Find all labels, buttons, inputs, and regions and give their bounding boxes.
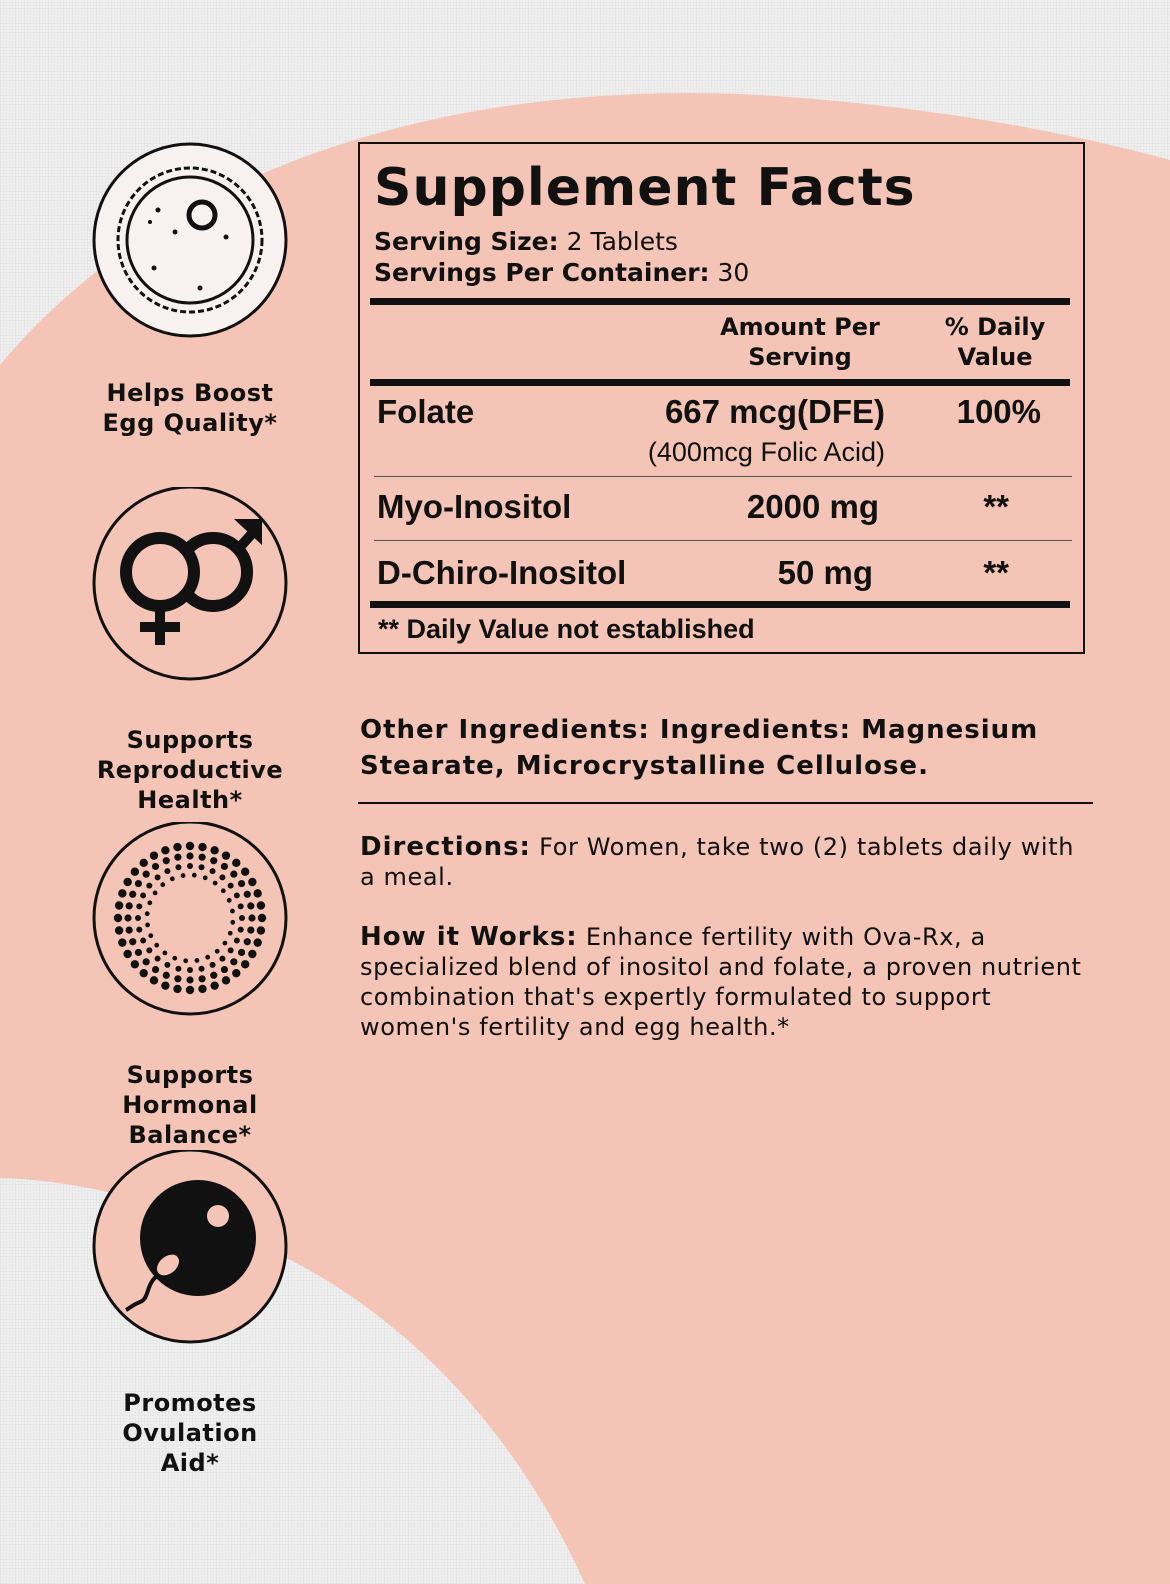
dot — [126, 902, 133, 909]
dot — [150, 976, 158, 984]
dot — [199, 975, 206, 982]
dot — [140, 892, 146, 898]
dot — [129, 891, 136, 898]
dot — [131, 960, 139, 968]
dot — [186, 842, 194, 850]
dot — [124, 914, 131, 921]
dot — [223, 941, 228, 946]
dot — [248, 878, 256, 886]
dot — [114, 914, 122, 922]
ingredient-name: D-Chiro-Inositol — [377, 554, 627, 591]
dot — [153, 890, 158, 895]
dot — [155, 956, 161, 962]
dot — [145, 911, 150, 916]
dot — [230, 920, 235, 925]
dot — [199, 864, 205, 870]
column-amount-header: Amount Per Serving — [720, 313, 880, 371]
dot — [161, 846, 169, 854]
how-it-works — [360, 922, 1090, 1042]
dot — [175, 864, 181, 870]
dot — [135, 915, 141, 921]
dot — [164, 868, 170, 874]
dot — [248, 950, 256, 958]
dot — [241, 960, 249, 968]
gender-symbols-icon — [90, 487, 290, 687]
dot — [219, 874, 225, 880]
ingredient-amount: 667 mcg(DFE) — [664, 393, 885, 430]
rule-thick — [370, 601, 1070, 608]
rule-thin — [374, 540, 1072, 541]
dot — [199, 966, 205, 972]
ingredient-dv: ** — [983, 554, 1009, 591]
servings-label: Servings Per Container: — [374, 258, 710, 287]
dot — [170, 876, 175, 881]
ingredient-name: Folate — [377, 393, 475, 430]
dot — [140, 859, 148, 867]
dot — [161, 981, 169, 989]
dot — [152, 966, 159, 973]
rule-thick — [370, 298, 1070, 305]
dot — [187, 863, 193, 869]
facts-title: Supplement Facts — [374, 158, 916, 218]
egg-cell-icon — [90, 140, 290, 340]
dot — [172, 956, 177, 961]
dot — [221, 966, 228, 973]
dot — [239, 915, 245, 921]
dot — [174, 975, 181, 982]
dot — [186, 976, 193, 983]
ingredient-name: Myo-Inositol — [377, 488, 572, 525]
dot — [203, 875, 208, 880]
dot — [247, 927, 254, 934]
dot — [129, 938, 136, 945]
dot — [140, 969, 148, 977]
dot — [210, 981, 218, 989]
dot — [123, 878, 131, 886]
dot — [115, 901, 123, 909]
dot — [131, 868, 139, 876]
dot — [143, 958, 150, 965]
dot — [238, 880, 245, 887]
dot — [150, 851, 158, 859]
dot — [126, 927, 133, 934]
dot — [187, 967, 193, 973]
dot — [152, 863, 159, 870]
dot — [230, 909, 235, 914]
dot — [155, 874, 161, 880]
dot — [136, 927, 142, 933]
dot — [118, 889, 126, 897]
ingredient-note: (400mcg Folic Acid) — [647, 437, 885, 467]
dot — [210, 868, 216, 874]
dot — [219, 956, 225, 962]
dot — [234, 892, 240, 898]
ingredient-dv: ** — [983, 488, 1009, 525]
dot — [238, 927, 244, 933]
column-dv-header: % Daily Value — [944, 313, 1046, 371]
directions — [360, 832, 1090, 892]
dot — [241, 868, 249, 876]
dot — [253, 889, 261, 897]
benefit-hormonal-balance — [60, 822, 320, 1150]
dot — [146, 883, 152, 889]
benefit-egg-quality — [60, 140, 320, 438]
servings-value: 30 — [709, 258, 750, 287]
dot — [186, 852, 193, 859]
dot — [135, 949, 142, 956]
ingredient-amount: 2000 mg — [746, 488, 879, 525]
dot — [210, 857, 217, 864]
dot — [228, 883, 234, 889]
dot — [199, 854, 206, 861]
dot — [118, 938, 126, 946]
directions-text: For Women, take two (2) tablets daily with a meal. — [360, 833, 1075, 891]
dot — [173, 843, 181, 851]
benefit-label: Helps Boost Egg Quality* — [102, 379, 278, 437]
servings-per-container — [374, 258, 749, 288]
dot — [232, 969, 240, 977]
dot — [145, 923, 150, 928]
dot — [135, 880, 142, 887]
dot — [213, 881, 218, 886]
how-it-works-text: Enhance fertility with Ova-Rx, a specialized blend of inositol and folate, a proven nutrient combination that's expertly formulated to support women's fertility and egg health.* — [360, 923, 1082, 1041]
dot — [147, 900, 152, 905]
facts-footnote: ** Daily Value not established — [378, 614, 755, 644]
dotted-circle-icon — [90, 822, 290, 1022]
dot — [123, 950, 131, 958]
dot — [228, 947, 234, 953]
dot — [160, 882, 165, 887]
dot — [198, 843, 206, 851]
dot — [215, 949, 220, 954]
dot — [140, 938, 146, 944]
dot — [222, 976, 230, 984]
benefit-label: Supports Hormonal Balance* — [122, 1061, 258, 1149]
dot — [244, 938, 251, 945]
benefit-reproductive-health — [60, 487, 320, 815]
serving-size-label: Serving Size: — [374, 227, 559, 256]
dot — [230, 871, 237, 878]
dot — [175, 966, 181, 972]
dot — [234, 938, 240, 944]
dot — [253, 938, 261, 946]
dot — [154, 943, 159, 948]
dot — [115, 926, 123, 934]
dot — [238, 903, 244, 909]
dot — [230, 958, 237, 965]
dot — [244, 891, 251, 898]
dot — [222, 851, 230, 859]
dot — [174, 854, 181, 861]
dot — [227, 898, 232, 903]
ingredient-dv: 100% — [956, 393, 1041, 430]
dot — [221, 863, 228, 870]
sperm-egg-icon — [90, 1150, 290, 1350]
dot — [210, 972, 217, 979]
rule-thick — [370, 379, 1070, 386]
dot — [210, 962, 216, 968]
benefit-ovulation-aid — [60, 1150, 320, 1478]
dot — [221, 888, 226, 893]
dot — [186, 986, 194, 994]
dot — [228, 931, 233, 936]
section-divider — [358, 802, 1093, 804]
benefit-label: Supports Reproductive Health* — [96, 726, 284, 814]
dot — [183, 958, 188, 963]
dot — [238, 949, 245, 956]
dot — [198, 985, 206, 993]
dot — [164, 962, 170, 968]
dot — [210, 846, 218, 854]
supplement-facts-panel — [358, 142, 1085, 654]
benefit-label: Promotes Ovulation Aid* — [122, 1389, 258, 1477]
rule-thin — [374, 476, 1072, 477]
dot — [163, 972, 170, 979]
dot — [232, 859, 240, 867]
dot — [257, 926, 265, 934]
serving-size-value: 2 Tablets — [558, 227, 678, 256]
dot — [205, 955, 210, 960]
dot — [257, 901, 265, 909]
other-ingredients: Other Ingredients: Ingredients: Magnesium Stearate, Microcrystalline Cellulose. — [360, 715, 1039, 781]
dot — [195, 958, 200, 963]
dot — [258, 914, 266, 922]
dot — [143, 871, 150, 878]
dot — [192, 873, 197, 878]
dot — [163, 857, 170, 864]
dot — [148, 933, 153, 938]
directions-label: Directions: — [360, 832, 531, 862]
dot — [248, 914, 255, 921]
dot — [146, 947, 152, 953]
dot — [136, 903, 142, 909]
dot — [162, 951, 167, 956]
serving-size — [374, 227, 678, 257]
how-it-works-label: How it Works: — [360, 922, 578, 952]
ingredient-amount: 50 mg — [777, 554, 873, 591]
dot — [173, 985, 181, 993]
dot — [181, 873, 186, 878]
dot — [247, 902, 254, 909]
